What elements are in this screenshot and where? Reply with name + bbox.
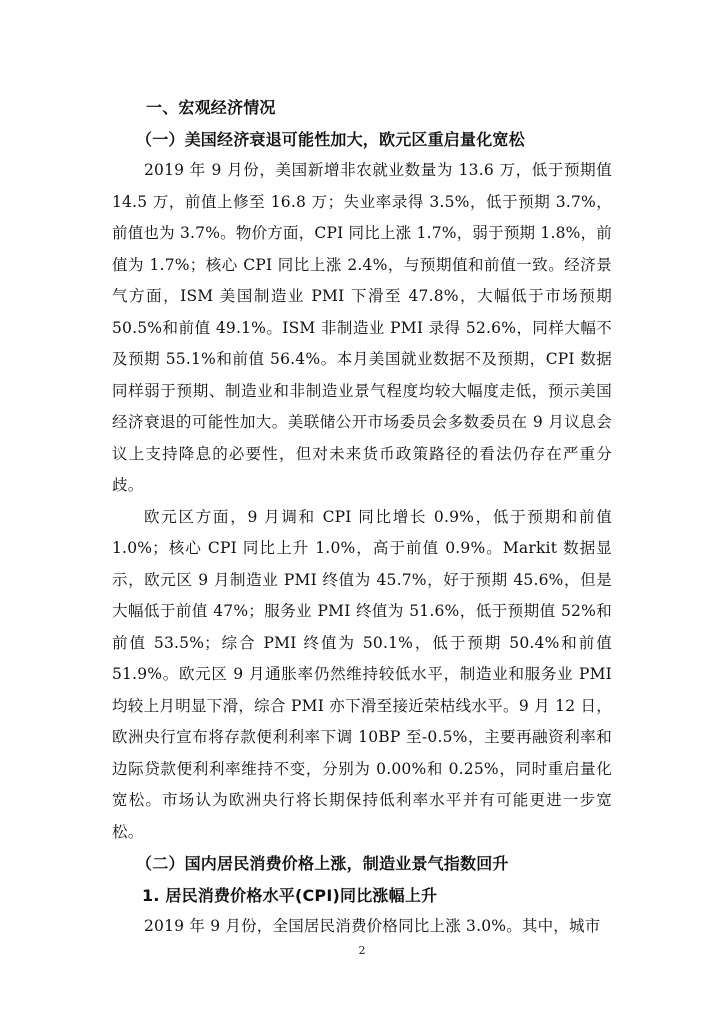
- page-number: 2: [358, 944, 366, 957]
- subsection-title-domestic: （二）国内居民消费价格上涨，制造业景气指数回升: [136, 854, 509, 873]
- paragraph-cpi: 2019 年 9 月份，全国居民消费价格同比上涨 3.0%。其中，城市: [144, 917, 601, 935]
- subsubsection-title-cpi: 1. 居民消费价格水平(CPI)同比涨幅上升: [142, 885, 438, 905]
- subsection-title-us-eurozone: （一）美国经济衰退可能性加大，欧元区重启量化宽松: [136, 129, 525, 149]
- document-body: [112, 92, 612, 943]
- paragraph-us-economy: 2019 年 9 月份，美国新增非农就业数量为 13.6 万，低于预期值 14.5 万，前值上修至 16.8 万；失业率录得 3.5%，低于预期 3.7%，前值也为 3.7%。物价方面，CPI 同比上涨 1.7%，弱于预期 1.8%，前值为 1.7%；核心 CPI 同比上涨 2.4%，与预期值和前值一致。经济景气方面，ISM 美国制造业 PMI 下滑至 47.8%，大幅低于市场预期 50.5%和前值 49.1%。ISM 非制造业 PMI 录得 52.6%，同样大幅不及预期 55.1%和前值 56.4%。本月美国就业数据不及预期，CPI 数据同样弱于预期、制造业和非制造业景气程度均较大幅度走低，预示美国经济衰退的可能性加大。美联储公开市场委员会多数委员在 9 月议息会议上支持降息的必要性，但对未来货币政策路径的看法仍存在严重分歧。: [112, 161, 612, 494]
- paragraph-eurozone: 欧元区方面，9 月调和 CPI 同比增长 0.9%，低于预期和前值 1.0%；核心 CPI 同比上升 1.0%，高于前值 0.9%。Markit 数据显示，欧元区 9 月制造业 PMI 终值为 45.7%，好于预期 45.6%，但是大幅低于前值 47%；服务业 PMI 终值为 51.6%，低于预期值 52%和前值 53.5%；综合 PMI 终值为 50.1%，低于预期 50.4%和前值 51.9%。欧元区 9 月通胀率仍然维持较低水平，制造业和服务业 PMI 均较上月明显下滑，综合 PMI 亦下滑至接近荣枯线水平。9 月 12 日，欧洲央行宣布将存款便利利率下调 10BP 至-0.5%，主要再融资利率和边际贷款便利利率维持不变，分别为 0.00%和 0.25%，同时重启量化宽松。市场认为欧洲央行将长期保持低利率水平并有可能更进一步宽松。: [112, 507, 612, 841]
- section-title: 一、宏观经济情况: [146, 98, 276, 117]
